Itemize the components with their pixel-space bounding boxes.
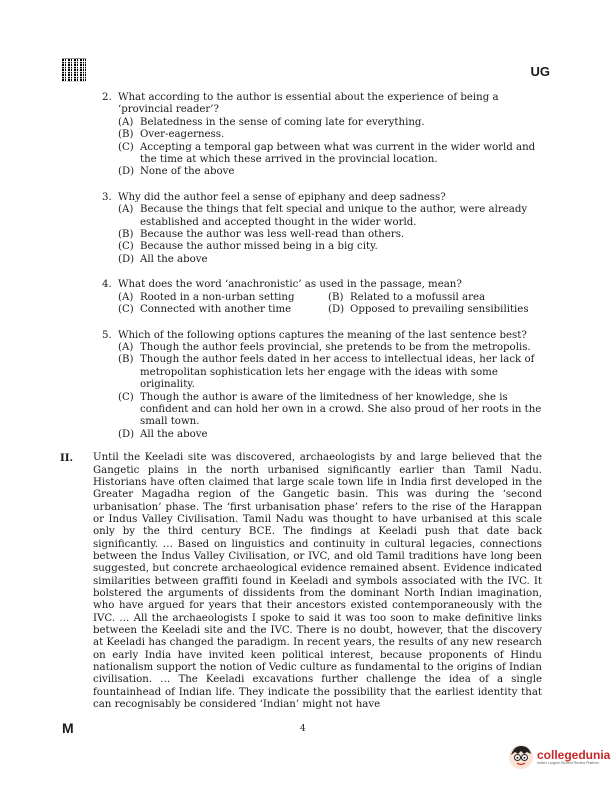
option-d: (D) Opposed to prevailing sensibilities: [328, 304, 529, 316]
option-d: (D) All the above: [118, 428, 208, 440]
option-b: (B) Because the author was less well-read than others.: [118, 229, 405, 241]
option-b: (B) Related to a mofussil area: [328, 291, 486, 303]
option-c: (C) Though the author is aware of the limitedness of her knowledge, she is confident and can hold her own in a crowd. She also proud of her roots in the small town.: [118, 391, 542, 428]
question-4: [72, 279, 542, 316]
passage-number: II.: [60, 452, 74, 465]
question-text: Why did the author feel a sense of epiphany and deep sadness?: [118, 191, 446, 203]
option-row: [118, 292, 542, 304]
option-a: (A) Rooted in a non-urban setting: [118, 291, 295, 303]
header-code: UG: [530, 64, 550, 79]
option-a: (A) Though the author feels provincial, she pretends to be from the metropolis.: [118, 341, 531, 353]
question-number: 3.: [102, 191, 112, 203]
passage-ii: [60, 452, 542, 711]
option-c: (C) Connected with another time: [118, 304, 292, 316]
mascot-icon: [508, 744, 534, 770]
logo-name: collegedunia: [537, 747, 611, 762]
passage-text: Until the Keeladi site was discovered, archaeologists by and large believed that the Gangetic plains in the north urbanised significantly earlier than Tamil Nadu. Historians have often claimed that large scale town life in India first developed in the Greater Magadha region of the Gangetic basin. This was during the ‘second urbanisation’ phase. The ‘first urbanisation phase’ refers to the rise of the Harappan or Indus Valley Civilisation. Tamil Nadu was thought to have urbanised at this scale only by the third century BCE. The findings at Keeladi push that date back significantly. … Based on linguistics and continuity in cultural legacies, connections between the Indus Valley Civilisation, or IVC, and old Tamil traditions have long been suggested, but concrete archaeological evidence remained absent. Evidence indicated similarities between graffiti found in Keeladi and symbols associated with the IVC. It bolstered the arguments of dissidents from the dominant North Indian imagination, who have argued for years that their ancestors existed contemporaneously with the IVC. … All the archaeologists I spoke to said it was too soon to make definitive links between the Keeladi site and the IVC. There is no doubt, however, that the discovery at Keeladi has changed the paradigm. In recent years, the results of any new research on early India have invited keen political interest, because proponents of Hindu nationalism support the notion of Vedic culture as fundamental to the origins of Indian civilisation. … The Keeladi excavations further challenge the idea of a single fountainhead of Indian life. They indicate the possibility that the earliest identity that can recognisably be considered ‘Indian’ might not have: [93, 452, 542, 711]
page-number: 4: [300, 724, 306, 734]
option-a: (A) Belatedness in the sense of coming late for everything.: [118, 116, 425, 128]
option-b: (B) Over-eagerness.: [118, 129, 225, 141]
option-row: [118, 304, 542, 316]
question-text: What according to the author is essential about the experience of being a ‘provincial reader’?: [118, 92, 499, 116]
question-number: 2.: [102, 92, 112, 103]
option-d: (D) None of the above: [118, 166, 235, 178]
option-c: (C) Accepting a temporal gap between what was current in the wider world and the time at which these arrived in the provincial location.: [118, 141, 536, 166]
collegedunia-logo: [508, 744, 610, 770]
set-code: M: [62, 720, 74, 736]
question-text: Which of the following options captures the meaning of the last sentence best?: [118, 329, 527, 341]
question-text: What does the word ‘anachronistic’ as used in the passage, mean?: [118, 279, 462, 291]
option-a: (A) Because the things that felt special and unique to the author, were already established and accepted thought in the wider world.: [118, 204, 528, 228]
question-3: [72, 192, 542, 266]
question-2: [72, 92, 542, 179]
page-content: [60, 92, 542, 711]
question-5: [72, 330, 542, 442]
question-number: 5.: [102, 329, 112, 341]
option-b: (B) Though the author feels dated in her access to intellectual ideas, her lack of metropolitan sophistication lets her engage with the ideas with some originality.: [118, 354, 535, 391]
option-d: (D) All the above: [118, 253, 208, 265]
option-c: (C) Because the author missed being in a big city.: [118, 241, 378, 253]
qr-code-icon: [62, 58, 86, 82]
logo-tagline: India's Largest Student Review Platform: [537, 760, 600, 765]
question-number: 4.: [102, 279, 112, 291]
logo-wordmark: [537, 749, 610, 766]
